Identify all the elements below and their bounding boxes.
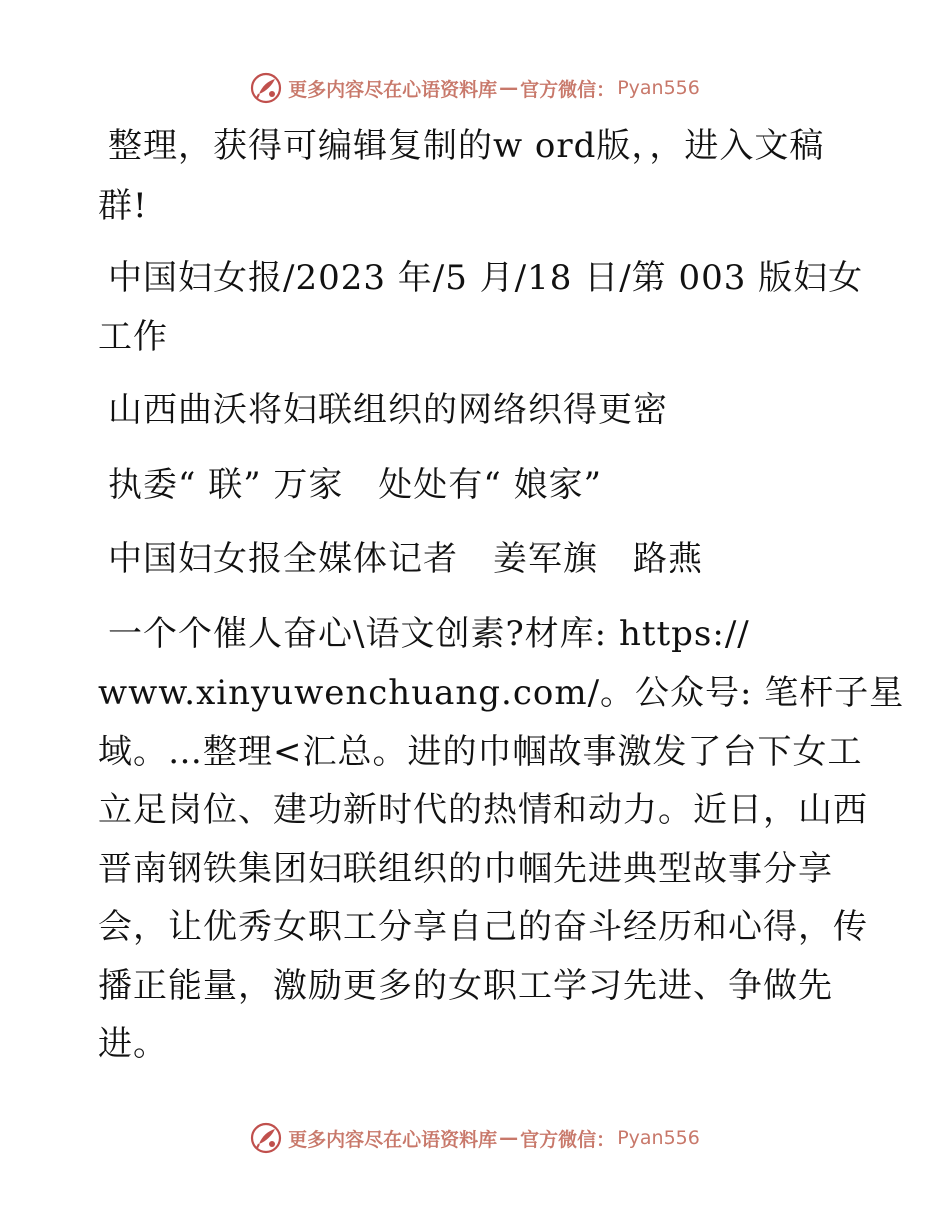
paragraph-line-2: www.xinyuwenchuang.com/。公众号: 笔杆子星	[98, 673, 905, 713]
paragraph-line-8: 进。	[98, 1024, 168, 1064]
watermark-wechat-label: 官方微信：	[520, 1128, 616, 1151]
leaf-pen-logo-icon	[250, 72, 282, 104]
watermark-wechat-id: Pyan556	[617, 1127, 700, 1149]
watermark-text: 更多内容尽在心语资料库	[288, 78, 498, 101]
paragraph-line-7: 播正能量，激励更多的女职工学习先进、争做先	[98, 966, 833, 1006]
body-line-2: 群!	[98, 186, 148, 226]
headline-sub: 山西曲沃将妇联组织的网络织得更密	[108, 390, 668, 430]
watermark-dash: —	[499, 1127, 519, 1149]
watermark-dash: —	[499, 77, 519, 99]
bottom-watermark-banner	[0, 1122, 950, 1154]
watermark-content	[250, 72, 700, 104]
watermark-wechat-id: Pyan556	[617, 77, 700, 99]
paragraph-line-1: 一个个催人奋心\语文创素?材库: https://	[108, 614, 750, 654]
headline-main: 执委“ 联” 万家 处处有“ 娘家”	[108, 465, 602, 505]
body-line-1: 整理，获得可编辑复制的w ord版，，进入文稿	[108, 126, 825, 166]
top-watermark-banner	[0, 72, 950, 104]
source-line-2: 工作	[98, 317, 168, 357]
paragraph-line-5: 晋南钢铁集团妇联组织的巾帼先进典型故事分享	[98, 849, 833, 889]
byline: 中国妇女报全媒体记者 姜军旗 路燕	[108, 539, 703, 579]
source-line-1: 中国妇女报/2023 年/5 月/18 日/第 003 版妇女	[108, 258, 864, 298]
paragraph-line-4: 立足岗位、建功新时代的热情和动力。近日，山西	[98, 790, 868, 830]
paragraph-line-3: 域。…整理<汇总。进的巾帼故事激发了台下女工	[98, 732, 863, 772]
watermark-text: 更多内容尽在心语资料库	[288, 1128, 498, 1151]
leaf-pen-logo-icon	[250, 1122, 282, 1154]
watermark-content	[250, 1122, 700, 1154]
paragraph-line-6: 会，让优秀女职工分享自己的奋斗经历和心得，传	[98, 907, 868, 947]
watermark-wechat-label: 官方微信：	[520, 78, 616, 101]
